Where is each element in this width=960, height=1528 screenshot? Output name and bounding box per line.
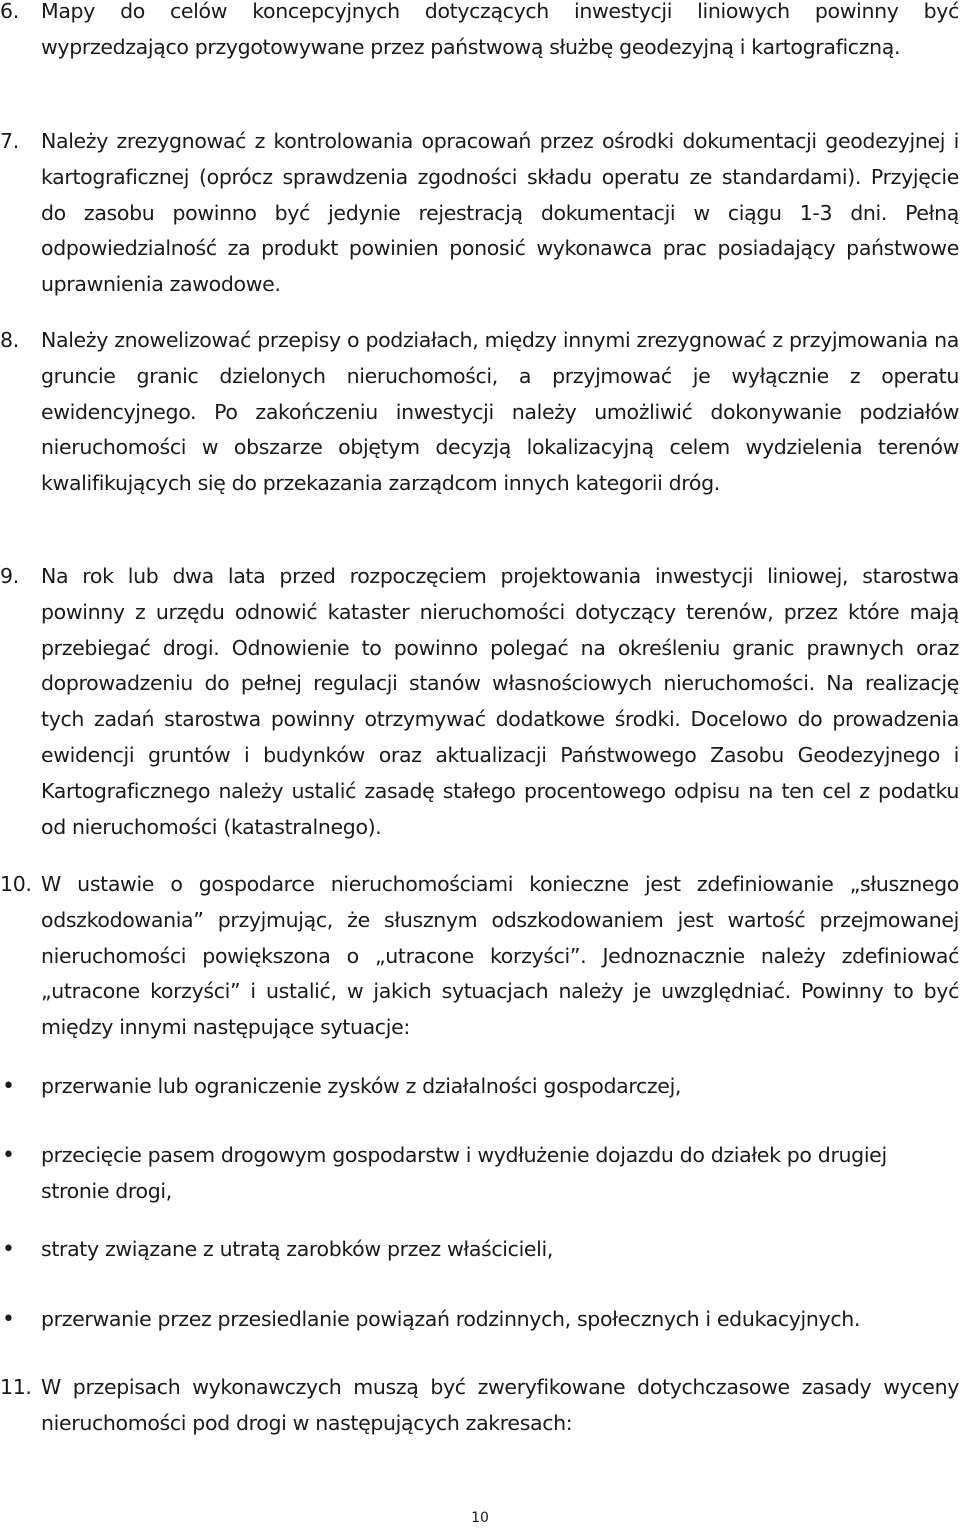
list-item-6 <box>0 0 960 66</box>
item-text: W ustawie o gospodarce nieruchomościami konieczne jest zdefiniowanie „słusznego odszkodowania” przyjmując, że słusznym odszkodowaniem jest wartość przejmowanej nieruchomości powiększona o „utracone korzyści”. Jednoznacznie należy zdefiniować „utracone korzyści” i ustalić, w jakich sytuacjach należy je uwzględniać. Powinny to być między innymi następujące sytuacje: <box>41 872 959 1040</box>
list-item-8 <box>0 323 960 502</box>
bullet-item <box>0 1138 960 1210</box>
bullet-text: przecięcie pasem drogowym gospodarstw i wydłużenie dojazdu do działek po drugiej stronie drogi, <box>41 1143 887 1203</box>
bullet-item <box>0 1069 960 1105</box>
item-number: 6. <box>0 0 19 23</box>
item-number: 11. <box>0 1375 32 1399</box>
item-number: 7. <box>0 129 19 153</box>
item-number: 10. <box>0 872 32 896</box>
page-number: 10 <box>471 1510 489 1526</box>
list-item-9 <box>0 559 960 845</box>
bullet-text: straty związane z utratą zarobków przez właścicieli, <box>41 1237 554 1261</box>
item-text: Na rok lub dwa lata przed rozpoczęciem projektowania inwestycji liniowej, starostwa powinny z urzędu odnowić kataster nieruchomości dotyczący terenów, przez które mają przebiegać drogi. Odnowienie to powinno polegać na określeniu granic prawnych oraz doprowadzeniu do pełnej regulacji stanów własnościowych nieruchomości. Na realizację tych zadań starostwa powinny otrzymywać dodatkowe środki. Docelowo do prowadzenia ewidencji gruntów i budynków oraz aktualizacji Państwowego Zasobu Geodezyjnego i Kartograficznego należy ustalić zasadę stałego procentowego odpisu na ten cel z podatku od nieruchomości (katastralnego). <box>41 564 959 839</box>
item-number: 8. <box>0 328 19 352</box>
bullet-text: przerwanie przez przesiedlanie powiązań rodzinnych, społecznych i edukacyjnych. <box>41 1307 861 1331</box>
item-text: Należy znowelizować przepisy o podziałach, między innymi zrezygnować z przyjmowania na gruncie granic dzielonych nieruchomości, a przyjmować je wyłącznie z operatu ewidencyjnego. Po zakończeniu inwestycji należy umożliwić dokonywanie podziałów nieruchomości w obszarze objętym decyzją lokalizacyjną celem wydzielenia terenów kwalifikujących się do przekazania zarządcom innych kategorii dróg. <box>41 328 959 496</box>
item-number: 9. <box>0 564 19 588</box>
item-text: Należy zrezygnować z kontrolowania opracowań przez ośrodki dokumentacji geodezyjnej i kartograficznej (oprócz sprawdzenia zgodności składu operatu ze standardami). Przyjęcie do zasobu powinno być jedynie rejestracją dokumentacji w ciągu 1-3 dni. Pełną odpowiedzialność za produkt powinien ponosić wykonawca prac posiadający państwowe uprawnienia zawodowe. <box>41 129 959 297</box>
bullet-icon: • <box>2 1307 15 1332</box>
bullet-icon: • <box>2 1074 15 1099</box>
item-text: W przepisach wykonawczych muszą być zweryfikowane dotychczasowe zasady wyceny nieruchomości pod drogi w następujących zakresach: <box>41 1375 959 1435</box>
list-item-10 <box>0 867 960 1046</box>
bullet-item <box>0 1302 960 1338</box>
bullet-icon: • <box>2 1143 15 1168</box>
item-text: Mapy do celów koncepcyjnych dotyczących inwestycji liniowych powinny być wyprzedzająco przygotowywane przez państwową służbę geodezyjną i kartograficzną. <box>41 0 959 59</box>
bullet-text: przerwanie lub ograniczenie zysków z działalności gospodarczej, <box>41 1074 682 1098</box>
list-item-7 <box>0 124 960 303</box>
list-item-11 <box>0 1370 960 1442</box>
bullet-item <box>0 1232 960 1268</box>
bullet-icon: • <box>2 1237 15 1262</box>
